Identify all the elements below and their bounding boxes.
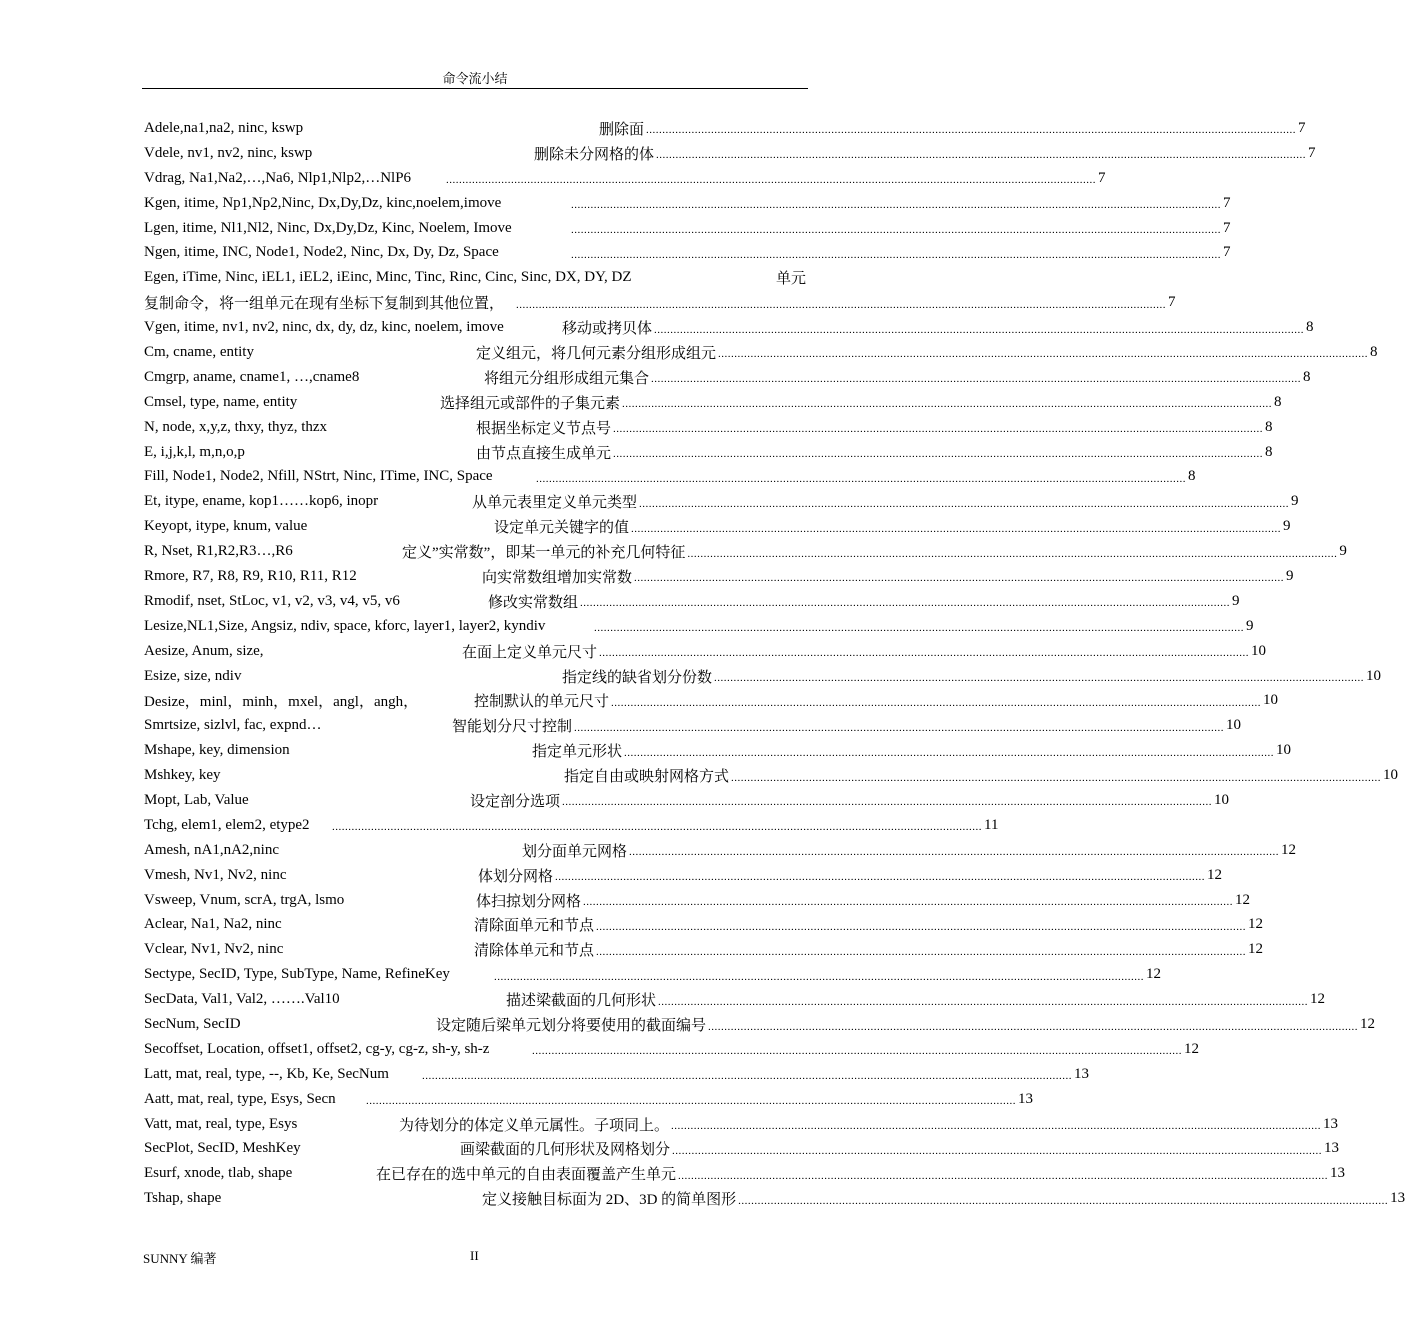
toc-description-group <box>444 166 1106 191</box>
toc-entry[interactable] <box>144 1062 1089 1087</box>
toc-description-group <box>530 1037 1199 1062</box>
toc-description-group <box>522 838 1297 863</box>
toc-entry[interactable] <box>144 713 1242 738</box>
toc-description-group <box>460 1137 1340 1162</box>
toc-dot-leader: ........................................................................................................................................................................................................ <box>672 1144 1323 1157</box>
toc-page-number: 7 <box>1223 244 1231 261</box>
toc-description: 设定随后梁单元划分将要使用的截面编号 <box>436 1018 707 1034</box>
toc-description-group <box>506 987 1326 1012</box>
toc-command: Vdrag, Na1,Na2,…,Na6, Nlp1,Nlp2,…NlP6 <box>144 169 412 186</box>
toc-page-number: 9 <box>1286 567 1294 584</box>
toc-description-group <box>482 1186 1405 1211</box>
toc-dot-leader: ........................................................................................................................................................................................................ <box>366 1095 1016 1108</box>
toc-page-number: 8 <box>1303 368 1311 385</box>
toc-description: 在面上定义单元尺寸 <box>462 644 598 661</box>
toc-description-group <box>704 265 806 290</box>
toc-description-group <box>436 1012 1376 1037</box>
toc-page-number: 9 <box>1339 543 1347 560</box>
toc-dot-leader: ........................................................................................................................................................................................................ <box>671 1120 1322 1133</box>
toc-dot-leader: ........................................................................................................................................................................................................ <box>596 945 1247 958</box>
toc-page-number: 8 <box>1370 343 1378 360</box>
toc-page-number: 12 <box>1248 941 1264 958</box>
toc-page-number: 9 <box>1232 592 1240 609</box>
toc-dot-leader: ........................................................................................................................................................................................................ <box>718 348 1369 361</box>
toc-description-group <box>569 191 1231 216</box>
toc-entry[interactable] <box>144 216 1231 241</box>
toc-dot-leader: ........................................................................................................................................................................................................ <box>536 472 1186 485</box>
header-divider <box>142 88 808 89</box>
toc-entry[interactable] <box>144 1112 1339 1137</box>
toc-entry[interactable] <box>144 564 1294 589</box>
toc-description-group <box>376 1161 1346 1186</box>
toc-entry[interactable] <box>144 265 806 290</box>
toc-dot-leader: ........................................................................................................................................................................................................ <box>714 672 1365 685</box>
toc-dot-leader: ........................................................................................................................................................................................................ <box>687 547 1338 560</box>
toc-entry[interactable] <box>144 1087 1033 1112</box>
toc-description-group <box>474 937 1264 962</box>
toc-description: 在已存在的选中单元的自由表面覆盖产生单元 <box>376 1167 677 1184</box>
toc-entry[interactable] <box>144 415 1273 440</box>
toc-description: 设定单元关键字的值 <box>494 520 630 537</box>
toc-description: 向实常数组增加实常数 <box>482 569 633 586</box>
toc-page-number: 10 <box>1251 642 1267 659</box>
toc-page-number: 10 <box>1263 692 1279 709</box>
toc-page-number: 13 <box>1330 1165 1346 1182</box>
toc-command: Smrtsize, sizlvl, fac, expnd… <box>144 717 322 734</box>
toc-dot-leader: ........................................................................................................................................................................................................ <box>580 597 1231 610</box>
toc-page-number: 8 <box>1188 468 1196 485</box>
toc-command: N, node, x,y,z, thxy, thyz, thzx <box>144 418 328 435</box>
toc-page-number: 13 <box>1074 1065 1089 1082</box>
toc-command: Secoffset, Location, offset1, offset2, cg-y, cg-z, sh-y, sh-z <box>144 1040 490 1057</box>
toc-command: Vclear, Nv1, Nv2, ninc <box>144 941 284 958</box>
toc-dot-leader: ........................................................................................................................................................................................................ <box>599 647 1250 660</box>
toc-dot-leader: ........................................................................................................................................................................................................ <box>624 746 1275 759</box>
toc-command: Aatt, mat, real, type, Esys, Secn <box>144 1090 336 1107</box>
toc-description: 体划分网格 <box>478 868 554 885</box>
toc-dot-leader: ........................................................................................................................................................................................................ <box>594 622 1244 635</box>
toc-page-number: 7 <box>1308 144 1316 161</box>
toc-page-number: 9 <box>1291 493 1299 510</box>
toc-entry[interactable] <box>144 489 1299 514</box>
toc-description: 为待划分的体定义单元属性。子项同上。 <box>399 1117 670 1134</box>
toc-description-group <box>476 340 1378 365</box>
toc-command: Cmgrp, aname, cname1, …,cname8 <box>144 368 360 385</box>
toc-description-group <box>494 514 1291 539</box>
toc-dot-leader: ........................................................................................................................................................................................................ <box>678 1169 1329 1182</box>
toc-description: 定义”实常数”，即某一单元的补充几何特征 <box>402 545 686 562</box>
toc-command: Desize，minl，minh，mxel，angl，angh， <box>144 694 419 711</box>
toc-entry[interactable] <box>144 1161 1346 1186</box>
toc-description-group <box>474 913 1264 938</box>
toc-entry[interactable] <box>144 365 1311 390</box>
toc-page-number: 7 <box>1298 119 1306 136</box>
toc-entry[interactable] <box>144 116 1306 141</box>
toc-entry[interactable] <box>144 539 1347 564</box>
toc-description: 移动或拷贝体 <box>562 321 653 338</box>
toc-page-number: 10 <box>1226 717 1242 734</box>
toc-dot-leader: ........................................................................................................................................................................................................ <box>332 821 982 834</box>
toc-entry[interactable] <box>144 962 1161 987</box>
toc-entry[interactable] <box>144 738 1292 763</box>
toc-dot-leader: ........................................................................................................................................................................................................ <box>639 497 1290 510</box>
toc-command: Cm, cname, entity <box>144 343 254 360</box>
toc-description: 删除面 <box>599 121 645 138</box>
toc-description-group <box>399 1112 1339 1137</box>
toc-page-number: 12 <box>1360 1016 1376 1032</box>
toc-command: Rmore, R7, R8, R9, R10, R11, R12 <box>144 567 357 584</box>
toc-entry[interactable] <box>144 440 1273 465</box>
table-of-contents <box>144 116 1405 1211</box>
toc-page-number: 9 <box>1283 518 1291 535</box>
toc-entry[interactable] <box>144 340 1378 365</box>
toc-page-number: 10 <box>1276 742 1292 759</box>
toc-description-group <box>476 415 1273 440</box>
toc-description-group <box>534 141 1316 166</box>
toc-dot-leader: ........................................................................................................................................................................................................ <box>613 448 1264 461</box>
toc-description-group <box>476 888 1251 913</box>
toc-command: Aesize, Anum, size, <box>144 642 264 659</box>
toc-page-number: 12 <box>1281 841 1297 858</box>
toc-command: Kgen, itime, Np1,Np2,Ninc, Dx,Dy,Dz, kinc,noelem,imove <box>144 194 502 211</box>
toc-command: Vsweep, Vnum, scrA, trgA, lsmo <box>144 891 345 908</box>
toc-dot-leader: ........................................................................................................................................................................................................ <box>611 696 1262 709</box>
toc-command: Lgen, itime, Nl1,Nl2, Ninc, Dx,Dy,Dz, Kinc, Noelem, Imove <box>144 219 512 236</box>
toc-description: 清除面单元和节点 <box>474 918 595 935</box>
toc-command: Egen, iTime, Ninc, iEL1, iEL2, iEinc, Minc, Tinc, Rinc, Cinc, Sinc, DX, DY, DZ <box>144 269 632 286</box>
toc-page-number: 11 <box>984 816 999 833</box>
toc-dot-leader: ........................................................................................................................................................................................................ <box>654 323 1305 336</box>
toc-entry[interactable] <box>144 987 1326 1012</box>
toc-description: 体扫掠划分网格 <box>476 893 582 910</box>
footer-author: SUNNY 编著 <box>143 1251 217 1266</box>
toc-entry[interactable] <box>144 290 1176 315</box>
toc-entry[interactable] <box>144 813 999 838</box>
toc-command: Rmodif, nset, StLoc, v1, v2, v3, v4, v5, v6 <box>144 592 400 609</box>
toc-page-number: 10 <box>1383 767 1399 784</box>
toc-command: Et, itype, ename, kop1……kop6, inopr <box>144 493 379 510</box>
toc-page-number: 9 <box>1246 617 1254 634</box>
toc-dot-leader: ........................................................................................................................................................................................................ <box>583 896 1234 909</box>
toc-description: 定义组元，将几何元素分组形成组元 <box>476 345 717 362</box>
toc-entry[interactable] <box>144 664 1382 689</box>
toc-command: Tshap, shape <box>144 1190 222 1207</box>
toc-command: SecData, Val1, Val2, …….Val10 <box>144 991 340 1008</box>
toc-command: Esize, size, ndiv <box>144 667 242 684</box>
toc-description-group <box>532 738 1292 763</box>
toc-description: 由节点直接生成单元 <box>476 445 612 462</box>
toc-command: SecPlot, SecID, MeshKey <box>144 1140 301 1157</box>
toc-entry[interactable] <box>144 589 1240 614</box>
toc-entry[interactable] <box>144 838 1297 863</box>
toc-dot-leader: ........................................................................................................................................................................................................ <box>622 398 1273 411</box>
toc-description-group <box>474 688 1279 713</box>
toc-description-group <box>470 788 1230 813</box>
toc-description-group <box>484 365 1311 390</box>
toc-command: Tchg, elem1, elem2, etype2 <box>144 816 310 833</box>
toc-description-group <box>478 863 1223 888</box>
toc-command: Mshape, key, dimension <box>144 742 290 759</box>
toc-description-group <box>562 315 1314 340</box>
toc-entry[interactable] <box>144 639 1267 664</box>
toc-description: 修改实常数组 <box>488 594 579 611</box>
toc-entry[interactable] <box>144 863 1223 888</box>
page-header-title: 命令流小结 <box>442 71 508 86</box>
toc-page-number: 13 <box>1018 1090 1033 1107</box>
toc-description: 从单元表里定义单元类型 <box>472 495 638 512</box>
toc-command: R, Nset, R1,R2,R3…,R6 <box>144 543 293 560</box>
toc-entry[interactable] <box>144 390 1282 415</box>
toc-command: Keyopt, itype, knum, value <box>144 518 308 535</box>
toc-dot-leader: ........................................................................................................................................................................................................ <box>574 721 1225 734</box>
toc-description: 删除未分网格的体 <box>534 146 655 163</box>
toc-page-number: 12 <box>1310 991 1326 1008</box>
toc-dot-leader: ........................................................................................................................................................................................................ <box>708 1020 1359 1033</box>
toc-dot-leader: ........................................................................................................................................................................................................ <box>731 771 1382 784</box>
toc-page-number: 13 <box>1324 1140 1340 1157</box>
toc-entry[interactable] <box>144 614 1254 639</box>
toc-dot-leader: ........................................................................................................................................................................................................ <box>571 224 1221 236</box>
toc-page-number: 7 <box>1168 294 1176 311</box>
toc-command: Ngen, itime, INC, Node1, Node2, Ninc, Dx, Dy, Dz, Space <box>144 244 499 261</box>
toc-command: Aclear, Na1, Na2, ninc <box>144 916 282 933</box>
toc-command: Vmesh, Nv1, Nv2, ninc <box>144 866 287 883</box>
toc-description-group <box>569 216 1231 241</box>
toc-page-number: 12 <box>1184 1040 1199 1057</box>
toc-description-group <box>476 440 1273 465</box>
toc-description: 智能划分尺寸控制 <box>452 719 573 736</box>
toc-dot-leader: ........................................................................................................................................................................................................ <box>446 174 1096 187</box>
toc-dot-leader: ........................................................................................................................................................................................................ <box>631 522 1282 535</box>
toc-description-group <box>592 614 1254 639</box>
toc-page-number: 10 <box>1214 791 1230 808</box>
toc-entry[interactable] <box>144 166 1106 191</box>
toc-description-group <box>364 1087 1033 1112</box>
toc-dot-leader: ........................................................................................................................................................................................................ <box>422 1070 1072 1083</box>
toc-description-group <box>482 564 1294 589</box>
toc-dot-leader: ........................................................................................................................................................................................................ <box>738 1194 1389 1207</box>
toc-entry[interactable] <box>144 1186 1405 1211</box>
toc-entry[interactable] <box>144 1037 1199 1062</box>
toc-command: Sectype, SecID, Type, SubType, Name, RefineKey <box>144 966 450 983</box>
toc-command: Vdele, nv1, nv2, ninc, kswp <box>144 144 313 161</box>
toc-entry[interactable] <box>144 788 1230 813</box>
toc-description-group <box>420 1062 1089 1087</box>
toc-description-group <box>599 116 1306 141</box>
toc-dot-leader: ........................................................................................................................................................................................................ <box>656 149 1307 162</box>
toc-command: Vatt, mat, real, type, Esys <box>144 1115 298 1132</box>
toc-page-number: 8 <box>1265 443 1273 460</box>
toc-description-group <box>488 589 1240 614</box>
toc-command: 复制命令，将一组单元在现有坐标下复制到其他位置， <box>144 296 505 313</box>
toc-description: 指定自由或映射网格方式 <box>564 769 730 786</box>
toc-dot-leader: ........................................................................................................................................................................................................ <box>532 1045 1182 1058</box>
toc-page-number: 12 <box>1146 966 1161 983</box>
toc-command: Vgen, itime, nv1, nv2, ninc, dx, dy, dz, kinc, noelem, imove <box>144 319 504 336</box>
toc-entry[interactable] <box>144 763 1399 788</box>
toc-description: 将组元分组形成组元集合 <box>484 370 650 387</box>
toc-description-group <box>492 962 1161 987</box>
toc-entry[interactable] <box>144 141 1316 166</box>
toc-description-group <box>562 664 1382 689</box>
toc-entry[interactable] <box>144 888 1251 913</box>
toc-description-group <box>330 813 999 838</box>
toc-description-group <box>514 290 1176 315</box>
toc-description: 选择组元或部件的子集元素 <box>440 395 621 412</box>
toc-page-number: 12 <box>1207 866 1223 883</box>
toc-command: Adele,na1,na2, ninc, kswp <box>144 119 304 136</box>
toc-description-group <box>462 639 1267 664</box>
toc-description: 指定线的缺省划分份数 <box>562 669 713 686</box>
toc-command: E, i,j,k,l, m,n,o,p <box>144 443 245 460</box>
toc-command: Mshkey, key <box>144 767 221 784</box>
toc-description-group <box>452 713 1242 738</box>
toc-command: Mopt, Lab, Value <box>144 791 249 808</box>
toc-dot-leader: ........................................................................................................................................................................................................ <box>571 248 1221 261</box>
toc-dot-leader: ........................................................................................................................................................................................................ <box>651 373 1302 386</box>
toc-description: 定义接触目标面为 2D、3D 的简单图形 <box>482 1192 737 1209</box>
toc-entry[interactable] <box>144 913 1264 938</box>
toc-page-number: 13 <box>1323 1115 1339 1132</box>
toc-page-number: 7 <box>1223 194 1231 211</box>
toc-entry[interactable] <box>144 1012 1376 1037</box>
toc-page-number: 8 <box>1274 393 1282 410</box>
toc-description-group <box>402 539 1347 564</box>
toc-dot-leader: ........................................................................................................................................................................................................ <box>629 846 1280 859</box>
toc-page-number: 7 <box>1223 219 1231 236</box>
toc-entry[interactable] <box>144 514 1291 539</box>
toc-description: 控制默认的单元尺寸 <box>474 694 610 711</box>
toc-dot-leader: ........................................................................................................................................................................................................ <box>613 423 1264 436</box>
toc-page-number: 10 <box>1366 667 1382 684</box>
toc-dot-leader: ........................................................................................................................................................................................................ <box>646 124 1297 137</box>
toc-description: 单元 <box>775 271 806 288</box>
toc-page-number: 12 <box>1248 916 1264 933</box>
toc-dot-leader: ........................................................................................................................................................................................................ <box>494 970 1144 983</box>
toc-dot-leader: ........................................................................................................................................................................................................ <box>516 298 1166 311</box>
footer-page-number: II <box>470 1248 479 1263</box>
toc-command: Cmsel, type, name, entity <box>144 393 298 410</box>
toc-description: 清除体单元和节点 <box>474 943 595 960</box>
toc-command: Esurf, xnode, tlab, shape <box>144 1165 293 1182</box>
toc-entry[interactable] <box>144 688 1279 713</box>
toc-command: Lesize,NL1,Size, Angsiz, ndiv, space, kforc, layer1, layer2, kyndiv <box>144 617 546 634</box>
toc-description-group <box>534 464 1196 489</box>
toc-description: 画梁截面的几何形状及网格划分 <box>460 1142 671 1159</box>
toc-entry[interactable] <box>144 240 1231 265</box>
toc-command: SecNum, SecID <box>144 1016 241 1032</box>
toc-command: Latt, mat, real, type, --, Kb, Ke, SecNum <box>144 1065 389 1082</box>
toc-entry[interactable] <box>144 1137 1340 1162</box>
toc-description: 指定单元形状 <box>532 744 623 761</box>
toc-dot-leader: ........................................................................................................................................................................................................ <box>571 199 1221 212</box>
toc-entry[interactable] <box>144 315 1314 340</box>
toc-description-group <box>472 489 1299 514</box>
toc-entry[interactable] <box>144 937 1264 962</box>
toc-page-number: 8 <box>1306 319 1314 336</box>
toc-description: 划分面单元网格 <box>522 843 628 860</box>
toc-dot-leader: ........................................................................................................................................................................................................ <box>562 796 1213 809</box>
toc-dot-leader: ........................................................................................................................................................................................................ <box>658 995 1309 1008</box>
toc-page-number: 7 <box>1098 169 1106 186</box>
toc-command: Fill, Node1, Node2, Nfill, NStrt, Ninc, ITime, INC, Space <box>144 468 493 485</box>
toc-dot-leader: ........................................................................................................................................................................................................ <box>634 572 1285 585</box>
toc-description: 描述梁截面的几何形状 <box>506 993 657 1010</box>
toc-description-group <box>564 763 1399 788</box>
toc-dot-leader: ........................................................................................................................................................................................................ <box>555 871 1206 884</box>
toc-entry[interactable] <box>144 191 1231 216</box>
toc-description: 设定剖分选项 <box>470 793 561 810</box>
toc-command: Amesh, nA1,nA2,ninc <box>144 841 279 858</box>
toc-page-number: 13 <box>1390 1190 1405 1207</box>
toc-description: 根据坐标定义节点号 <box>476 420 612 437</box>
toc-entry[interactable] <box>144 464 1196 489</box>
toc-dot-leader: ........................................................................................................................................................................................................ <box>596 920 1247 933</box>
toc-page-number: 8 <box>1265 418 1273 435</box>
toc-description-group <box>569 240 1231 265</box>
toc-description-group <box>440 390 1282 415</box>
toc-page-number: 12 <box>1235 891 1251 908</box>
